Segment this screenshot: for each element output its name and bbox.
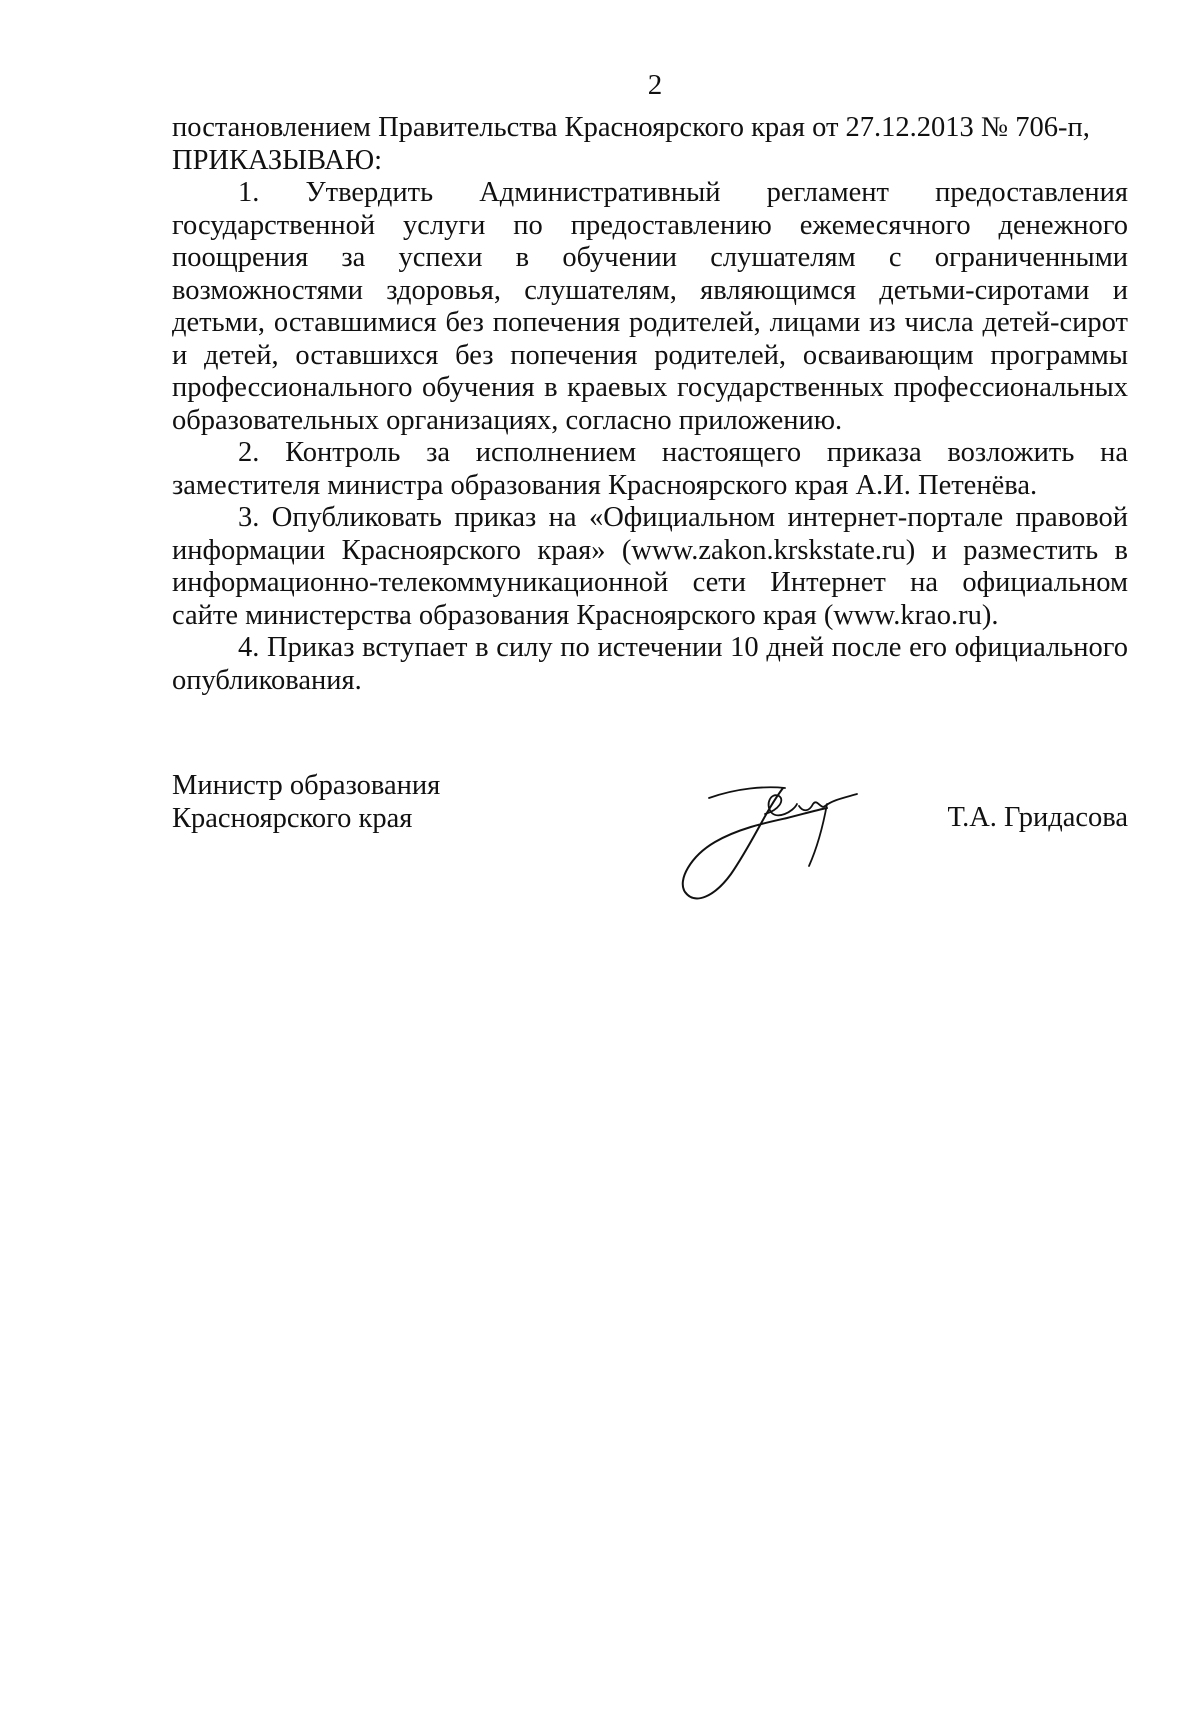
paragraph-4: 4. Приказ вступает в силу по истечении 10 дней после его официального опубликования. xyxy=(172,632,1128,696)
page-number: 2 xyxy=(647,69,663,101)
document-body xyxy=(172,112,1128,697)
paragraph-1: 1. Утвердить Административный регламент предоставления государственной услуги по предоставлению ежемесячного денежного поощрения за успехи в обучении слушателям с ограниченными возможностями здоровья, слушателям, являющимся детьми-сиротами и детьми, оставшимися без попечения родителей, лицами из числа детей-сирот и детей, оставшихся без попечения родителей, осваивающим программы профессионального обучения в краевых государственных профессиональных образовательных организациях, согласно приложению. xyxy=(172,177,1128,436)
signature-block xyxy=(172,770,1128,920)
signer-title-line-2: Красноярского края xyxy=(172,802,413,834)
handwritten-signature-icon xyxy=(667,770,867,920)
signer-name: Т.А. Гридасова xyxy=(947,802,1128,833)
signer-title xyxy=(172,770,532,835)
order-heading: ПРИКАЗЫВАЮ: xyxy=(172,144,383,176)
paragraph-2: 2. Контроль за исполнением настоящего приказа возложить на заместителя министра образования Красноярского края А.И. Петенёва. xyxy=(172,437,1128,501)
signer-title-line-1: Министр образования xyxy=(172,770,441,801)
intro-line: постановлением Правительства Красноярского края от 27.12.2013 № 706-п, xyxy=(172,112,1090,143)
paragraph-3: 3. Опубликовать приказ на «Официальном интернет-портале правовой информации Красноярского края» (www.zakon.krskstate.ru) и разместить в информационно-телекоммуникационной сети Интернет на официальном сайте министерства образования Красноярского края (www.krao.ru). xyxy=(172,502,1128,631)
